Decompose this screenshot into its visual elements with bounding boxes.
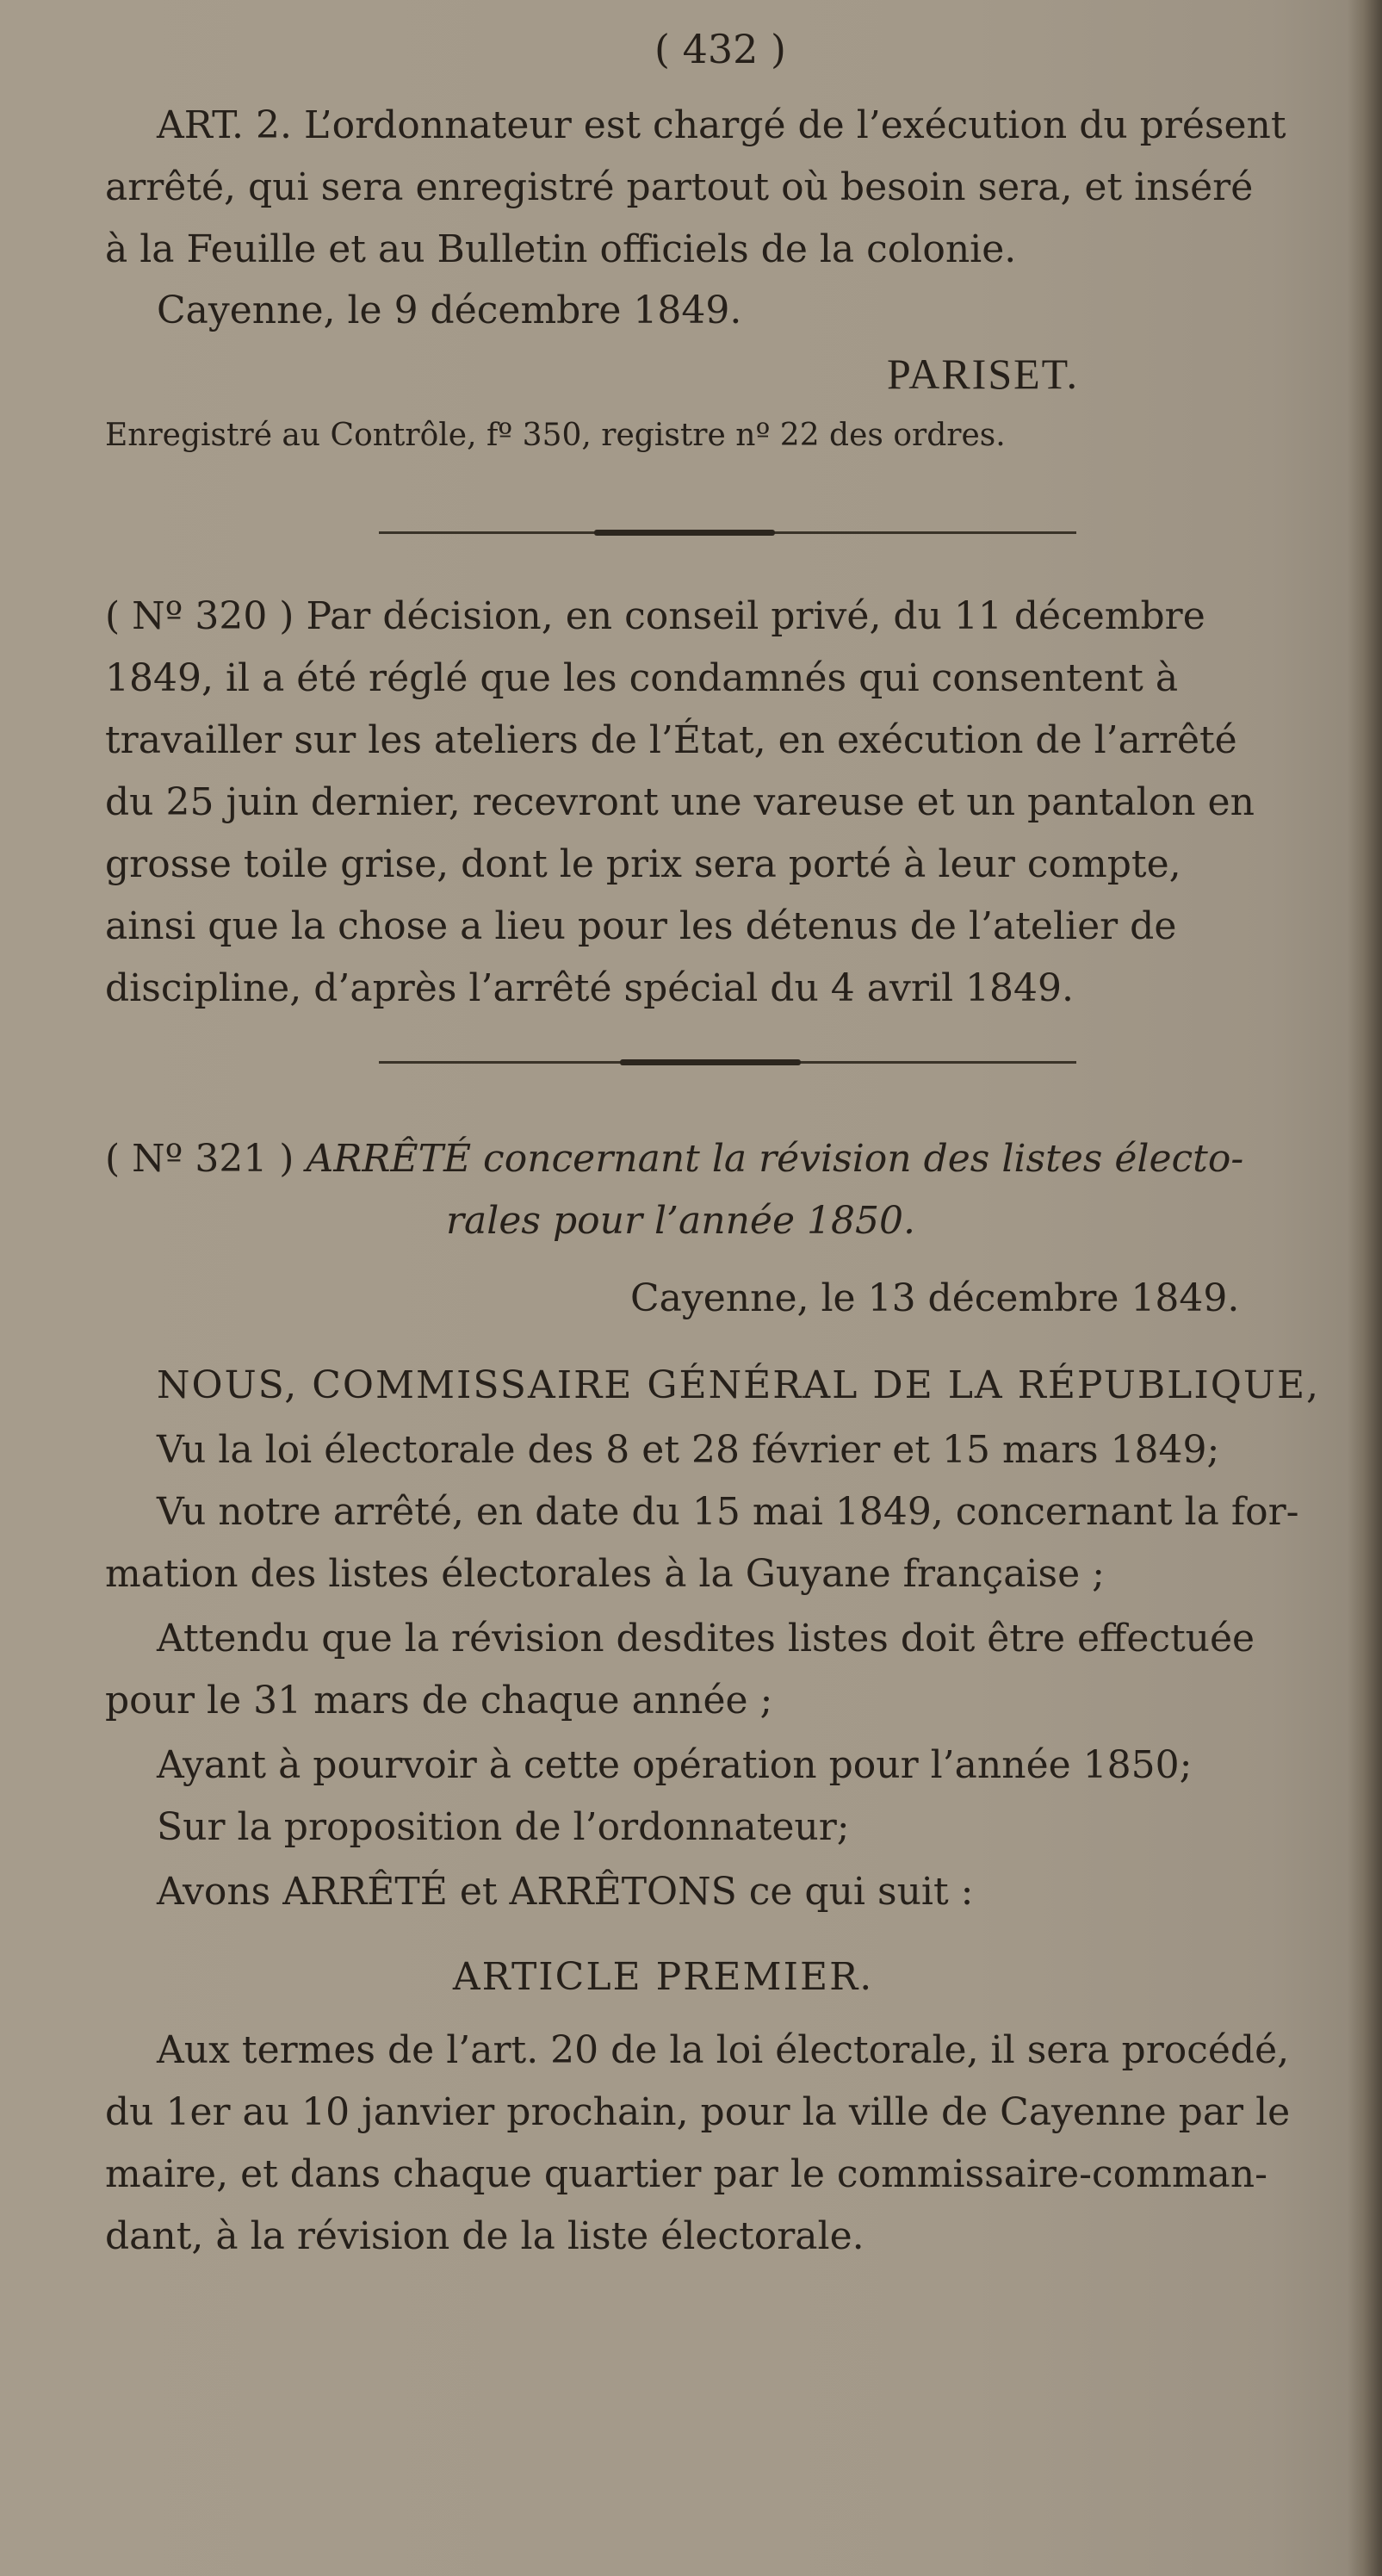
art2-line-2: arrêté, qui sera enregistré partout où besoin sera, et inséré (105, 165, 1254, 209)
preamble-line-9: Avons ARRÊTÉ et ARRÊTONS ce qui suit : (157, 1870, 974, 1914)
arrete-number: ( Nº 321 ) (105, 1137, 307, 1181)
article-line-1: Aux termes de l’art. 20 de la loi électorale, il sera procédé, (157, 2028, 1290, 2072)
decision-320-line-2: 1849, il a été réglé que les condamnés qui consentent à (105, 656, 1179, 700)
binding-shadow (1348, 0, 1382, 2576)
preamble-line-6: pour le 31 mars de chaque année ; (105, 1679, 773, 1723)
decision-320-line-1: ( Nº 320 ) Par décision, en conseil privé, du 11 décembre (105, 594, 1205, 638)
preamble-line-5: Attendu que la révision desdites listes doit être effectuée (157, 1617, 1255, 1660)
separator-rule-2 (379, 1061, 1076, 1064)
separator-rule-1 (379, 531, 1076, 534)
preamble-line-8: Sur la proposition de l’ordonnateur; (157, 1805, 850, 1849)
arrete-title-line-2: rales pour l’année 1850. (446, 1199, 915, 1243)
preamble-line-2: Vu la loi électorale des 8 et 28 février et 15 mars 1849; (157, 1428, 1220, 1472)
decision-320-line-7: discipline, d’après l’arrêté spécial du 4 avril 1849. (105, 966, 1074, 1010)
page-number: ( 432 ) (654, 26, 786, 72)
arrete-place-date: Cayenne, le 13 décembre 1849. (630, 1276, 1240, 1320)
decision-320-line-6: ainsi que la chose a lieu pour les détenus de l’atelier de (105, 904, 1177, 948)
article-line-4: dant, à la révision de la liste électorale. (105, 2214, 865, 2258)
registration-note: Enregistré au Contrôle, fº 350, registre nº 22 des ordres. (105, 418, 1006, 453)
art2-place-date: Cayenne, le 9 décembre 1849. (157, 289, 742, 332)
arrete-title: ARRÊTÉ concernant la révision des listes électo- (306, 1137, 1244, 1181)
arrete-321-heading (105, 1137, 1243, 1181)
signature: PARISET. (887, 350, 1080, 398)
preamble-line-1: NOUS, COMMISSAIRE GÉNÉRAL DE LA RÉPUBLIQUE, (157, 1363, 1321, 1407)
preamble-line-3: Vu notre arrêté, en date du 15 mai 1849, concernant la for- (157, 1490, 1299, 1534)
decision-320-line-5: grosse toile grise, dont le prix sera porté à leur compte, (105, 842, 1181, 886)
article-line-3: maire, et dans chaque quartier par le commissaire-comman- (105, 2152, 1267, 2196)
decision-320-line-3: travailler sur les ateliers de l’État, en exécution de l’arrêté (105, 718, 1237, 762)
preamble-line-4: mation des listes électorales à la Guyane française ; (105, 1552, 1105, 1596)
article-line-2: du 1er au 10 janvier prochain, pour la ville de Cayenne par le (105, 2090, 1291, 2134)
art2-line-3: à la Feuille et au Bulletin officiels de la colonie. (105, 227, 1017, 271)
preamble-line-7: Ayant à pourvoir à cette opération pour l’année 1850; (157, 1743, 1193, 1787)
art2-line-1: ART. 2. L’ordonnateur est chargé de l’exécution du présent (157, 103, 1286, 147)
decision-320-line-4: du 25 juin dernier, recevront une vareuse et un pantalon en (105, 780, 1255, 824)
article-premier-title: ARTICLE PREMIER. (452, 1955, 874, 1999)
